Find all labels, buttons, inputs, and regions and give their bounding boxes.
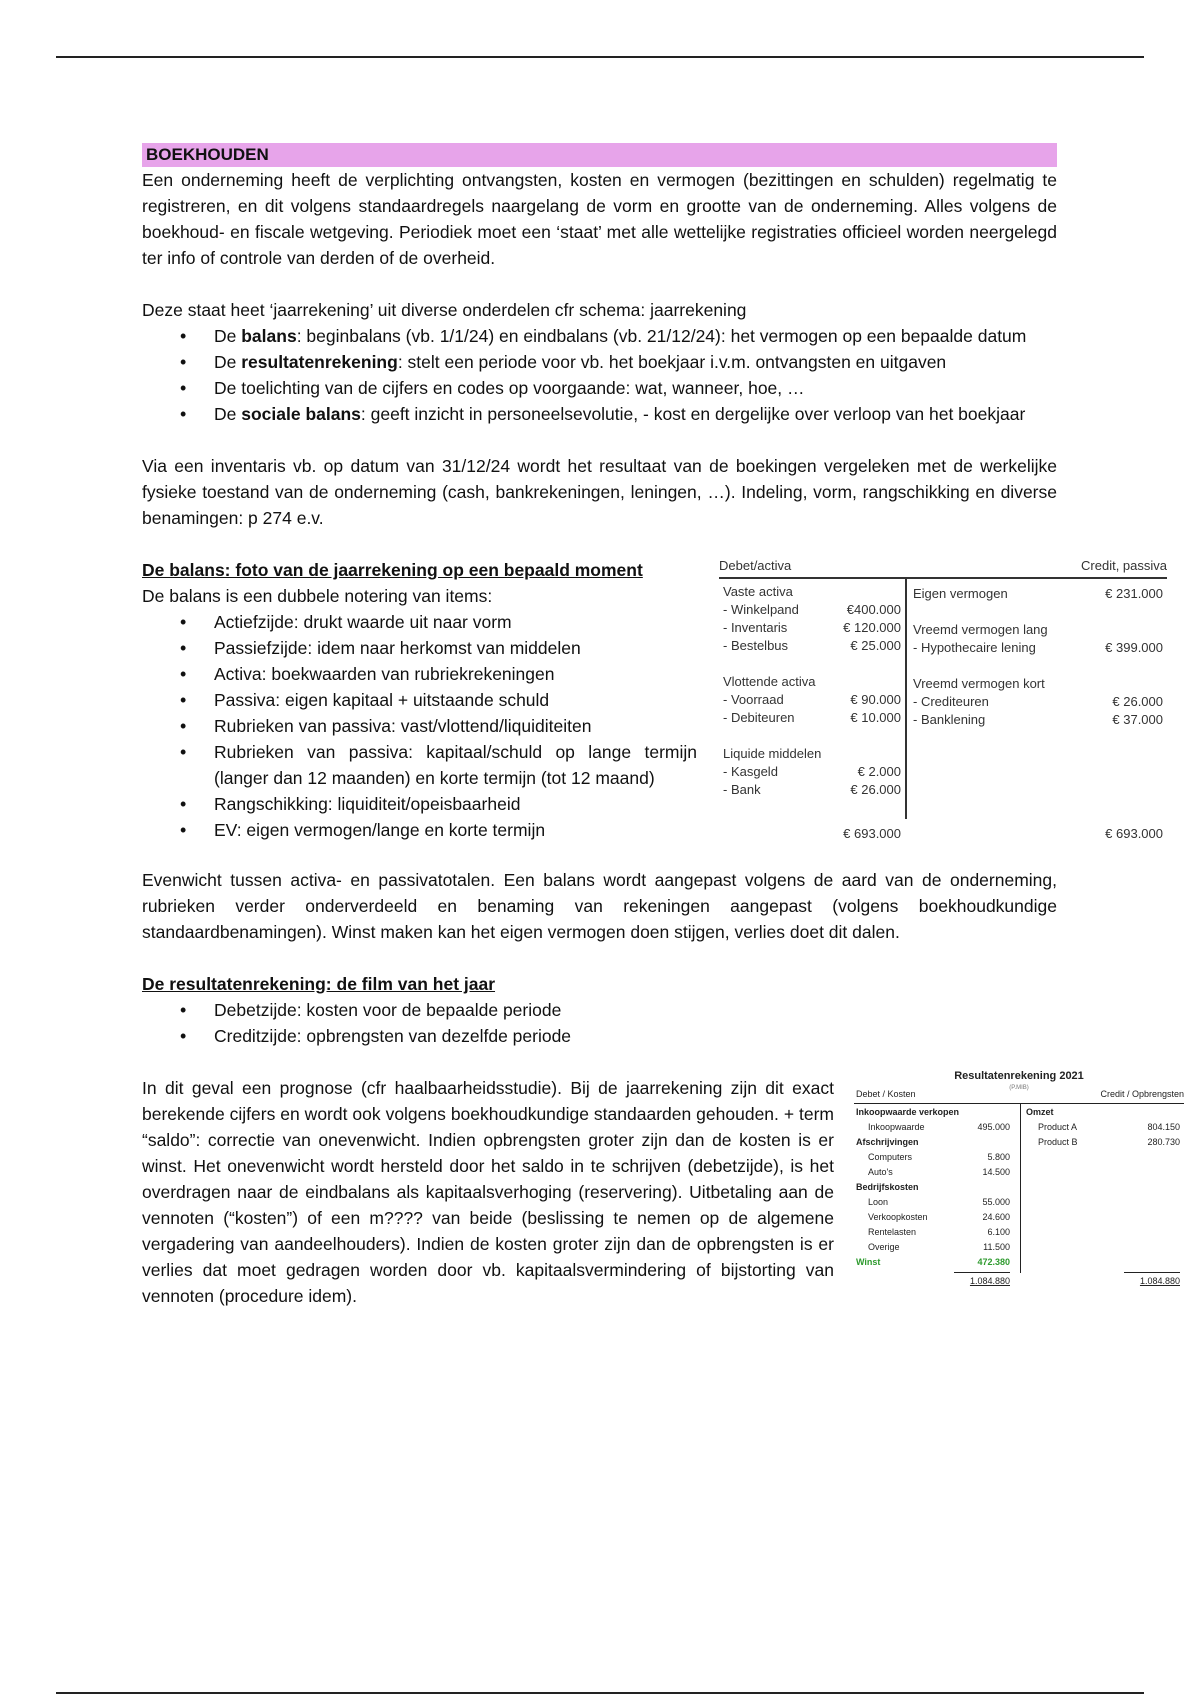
rt-loon-amount: 55.000 [982, 1197, 1010, 1207]
intro-paragraph: Een onderneming heeft de verplichting ontvangsten, kosten en vermogen (bezittingen en schulden) regelmatig te registreren, en dit volgens standaardregels naargelang de vorm en grootte van de onderneming. Alles volgens de boekhoud- en fiscale wetgeving. Periodiek moet een ‘staat’ met alle wettelijke registraties officieel worden neergelegd ter info of controle van derden of de overheid. [142, 170, 1057, 268]
list-item: • Debetzijde: kosten voor de bepaalde periode [214, 997, 1057, 1023]
rt-subtitle: (P.MIB) [1009, 1085, 1029, 1091]
debet-label: Debet/activa [719, 558, 792, 573]
resultatenrekening-table [854, 1069, 1184, 1301]
resultaten-heading: De resultatenrekening: de film van het jaar [142, 974, 496, 994]
list-item: • Actiefzijde: drukt waarde uit naar vorm [214, 609, 697, 635]
crediteuren-label: - Crediteuren [913, 694, 989, 709]
evenwicht-paragraph: Evenwicht tussen activa- en passivatotalen. Een balans wordt aangepast volgens de aard van de onderneming, rubrieken verder onderverdeeld en benaming van rekeningen aangepast (volgens boekhoudkundige standaardbenamingen). Winst maken kan het eigen vermogen doen stijgen, verlies doet dit dalen. [142, 870, 1057, 942]
rt-total-left: 1.084.880 [969, 1276, 1010, 1286]
eigen-vermogen-label: Eigen vermogen [913, 586, 1008, 601]
rt-loon-label: Loon [868, 1197, 889, 1207]
list-item: • Creditzijde: opbrengsten van dezelfde periode [214, 1023, 1057, 1049]
rt-winst-amount: 472.380 [977, 1257, 1010, 1267]
rt-verkoopkosten-amount: 24.600 [982, 1212, 1010, 1222]
list-item: • Passiva: eigen kapitaal + uitstaande schuld [214, 687, 697, 713]
winkelpand-amount: €400.000 [846, 602, 901, 617]
rt-product-b-label: Product B [1038, 1137, 1078, 1147]
banklening-amount: € 37.000 [1112, 712, 1163, 727]
balans-total-right: € 693.000 [1105, 826, 1163, 841]
liquide-label: Liquide middelen [723, 746, 822, 761]
hypotheek-label: - Hypothecaire lening [913, 640, 1036, 655]
rt-overige-amount: 11.500 [983, 1242, 1010, 1252]
section-title: BOEKHOUDEN [142, 143, 1057, 167]
list-item: • Rubrieken van passiva: kapitaal/schuld op lange termijn (langer dan 12 maanden) en korte termijn (tot 12 maand) [214, 739, 697, 791]
rt-afschrijvingen: Afschrijvingen [856, 1137, 919, 1147]
rt-inkoopwaarde-label: Inkoopwaarde [868, 1122, 925, 1132]
list-item: • Activa: boekwaarden van rubriekrekeningen [214, 661, 697, 687]
list-item: • Rangschikking: liquiditeit/opeisbaarheid [214, 791, 697, 817]
rt-computers-amount: 5.800 [987, 1152, 1010, 1162]
vlottende-activa-label: Vlottende activa [723, 674, 816, 689]
rt-product-b-amount: 280.730 [1147, 1137, 1180, 1147]
debiteuren-label: - Debiteuren [723, 710, 795, 725]
eigen-vermogen-amount: € 231.000 [1105, 586, 1163, 601]
list-item: • De sociale balans: geeft inzicht in personeelsevolutie, - kost en dergelijke over verloop van het boekjaar [214, 401, 1057, 427]
rt-credit-label: Credit / Opbrengsten [1100, 1089, 1184, 1099]
rt-debet-label: Debet / Kosten [856, 1089, 916, 1099]
rt-rentelasten-amount: 6.100 [987, 1227, 1010, 1237]
kasgeld-amount: € 2.000 [857, 764, 901, 779]
list-item: • De balans: beginbalans (vb. 1/1/24) en eindbalans (vb. 21/12/24): het vermogen op een bepaalde datum [214, 323, 1057, 349]
balans-intro: De balans is een dubbele notering van items: [142, 586, 493, 606]
vreemd-lang-label: Vreemd vermogen lang [913, 622, 1048, 637]
rt-omzet: Omzet [1026, 1107, 1054, 1117]
rt-overige-label: Overige [868, 1242, 900, 1252]
resultaten-list [142, 997, 1057, 1049]
rt-verkoopkosten-label: Verkoopkosten [868, 1212, 928, 1222]
inventaris-paragraph: Via een inventaris vb. op datum van 31/12/24 wordt het resultaat van de boekingen vergeleken met de werkelijke fysieke toestand van de onderneming (cash, bankrekeningen, leningen, …). Indeling, vorm, rangschikking en diverse benamingen: p 274 e.v. [142, 456, 1057, 528]
balans-heading: De balans: foto van de jaarrekening op een bepaald moment [142, 560, 643, 580]
rt-bedrijfskosten: Bedrijfskosten [856, 1182, 919, 1192]
resultaten-section [142, 1070, 1184, 1335]
resultaten-paragraph: In dit geval een prognose (cfr haalbaarheidsstudie). Bij de jaarrekening zijn dit exact berekende cijfers en wordt ook volgens boekhoudkundige standaarden gehouden. + term “saldo”: correctie van onevenwicht. Indien opbrengsten groter zijn dan de kosten is er winst. Het onevenwicht wordt hersteld door het saldo in te schrijven (debetzijde), is het overdragen naar de eindbalans als kapitaalsverhoging (reservering). Uitbetaling aan de vennoten (“kosten”) of een m???? van beide (beslissing te nemen op de algemene vergadering van aandeelhouders). Indien de kosten groter zijn dan de opbrengsten is er verlies dat moet gedragen worden door vb. kapitaalsvermindering of bijstorting van vennoten (procedure idem). [142, 1078, 834, 1306]
inventaris-label: - Inventaris [723, 620, 788, 635]
balans-list [142, 609, 697, 843]
rt-title: Resultatenrekening 2021 [954, 1070, 1084, 1082]
balans-t-account [719, 557, 1167, 857]
banklening-label: - Banklening [913, 712, 986, 727]
debiteuren-amount: € 10.000 [850, 710, 901, 725]
rt-autos-label: Auto's [868, 1167, 893, 1177]
crediteuren-amount: € 26.000 [1112, 694, 1163, 709]
rt-product-a-amount: 804.150 [1147, 1122, 1180, 1132]
hypotheek-amount: € 399.000 [1105, 640, 1163, 655]
list-item: • EV: eigen vermogen/lange en korte termijn [214, 817, 697, 843]
list-item: • Passiefzijde: idem naar herkomst van middelen [214, 635, 697, 661]
balans-section [142, 557, 1167, 867]
rt-inkoopwaarde-verkopen: Inkoopwaarde verkopen [856, 1107, 960, 1117]
bestelbus-label: - Bestelbus [723, 638, 789, 653]
jaarrekening-intro: Deze staat heet ‘jaarrekening’ uit diverse onderdelen cfr schema: jaarrekening [142, 300, 747, 320]
bestelbus-amount: € 25.000 [850, 638, 901, 653]
list-item: • De resultatenrekening: stelt een periode voor vb. het boekjaar i.v.m. ontvangsten en uitgaven [214, 349, 1057, 375]
vaste-activa-label: Vaste activa [723, 584, 793, 599]
voorraad-label: - Voorraad [723, 692, 784, 707]
balans-total-left: € 693.000 [843, 826, 901, 841]
rt-total-right: 1.084.880 [1139, 1276, 1180, 1286]
rt-product-a-label: Product A [1038, 1122, 1078, 1132]
rt-computers-label: Computers [868, 1152, 913, 1162]
rt-rentelasten-label: Rentelasten [868, 1227, 917, 1237]
winkelpand-label: - Winkelpand [723, 602, 799, 617]
vreemd-kort-label: Vreemd vermogen kort [913, 676, 1045, 691]
rt-autos-amount: 14.500 [982, 1167, 1010, 1177]
rt-inkoopwaarde-amount: 495.000 [977, 1122, 1010, 1132]
bank-label: - Bank [723, 782, 761, 797]
inventaris-amount: € 120.000 [843, 620, 901, 635]
voorraad-amount: € 90.000 [850, 692, 901, 707]
top-rule [56, 56, 1144, 58]
jaarrekening-list [142, 323, 1057, 427]
bank-amount: € 26.000 [850, 782, 901, 797]
list-item: • De toelichting van de cijfers en codes op voorgaande: wat, wanneer, hoe, … [214, 375, 1057, 401]
rt-winst-label: Winst [856, 1257, 881, 1267]
bottom-rule [56, 1692, 1144, 1694]
document-page [142, 143, 1184, 1335]
list-item: • Rubrieken van passiva: vast/vlottend/liquiditeiten [214, 713, 697, 739]
credit-label: Credit, passiva [1081, 558, 1167, 573]
kasgeld-label: - Kasgeld [723, 764, 778, 779]
